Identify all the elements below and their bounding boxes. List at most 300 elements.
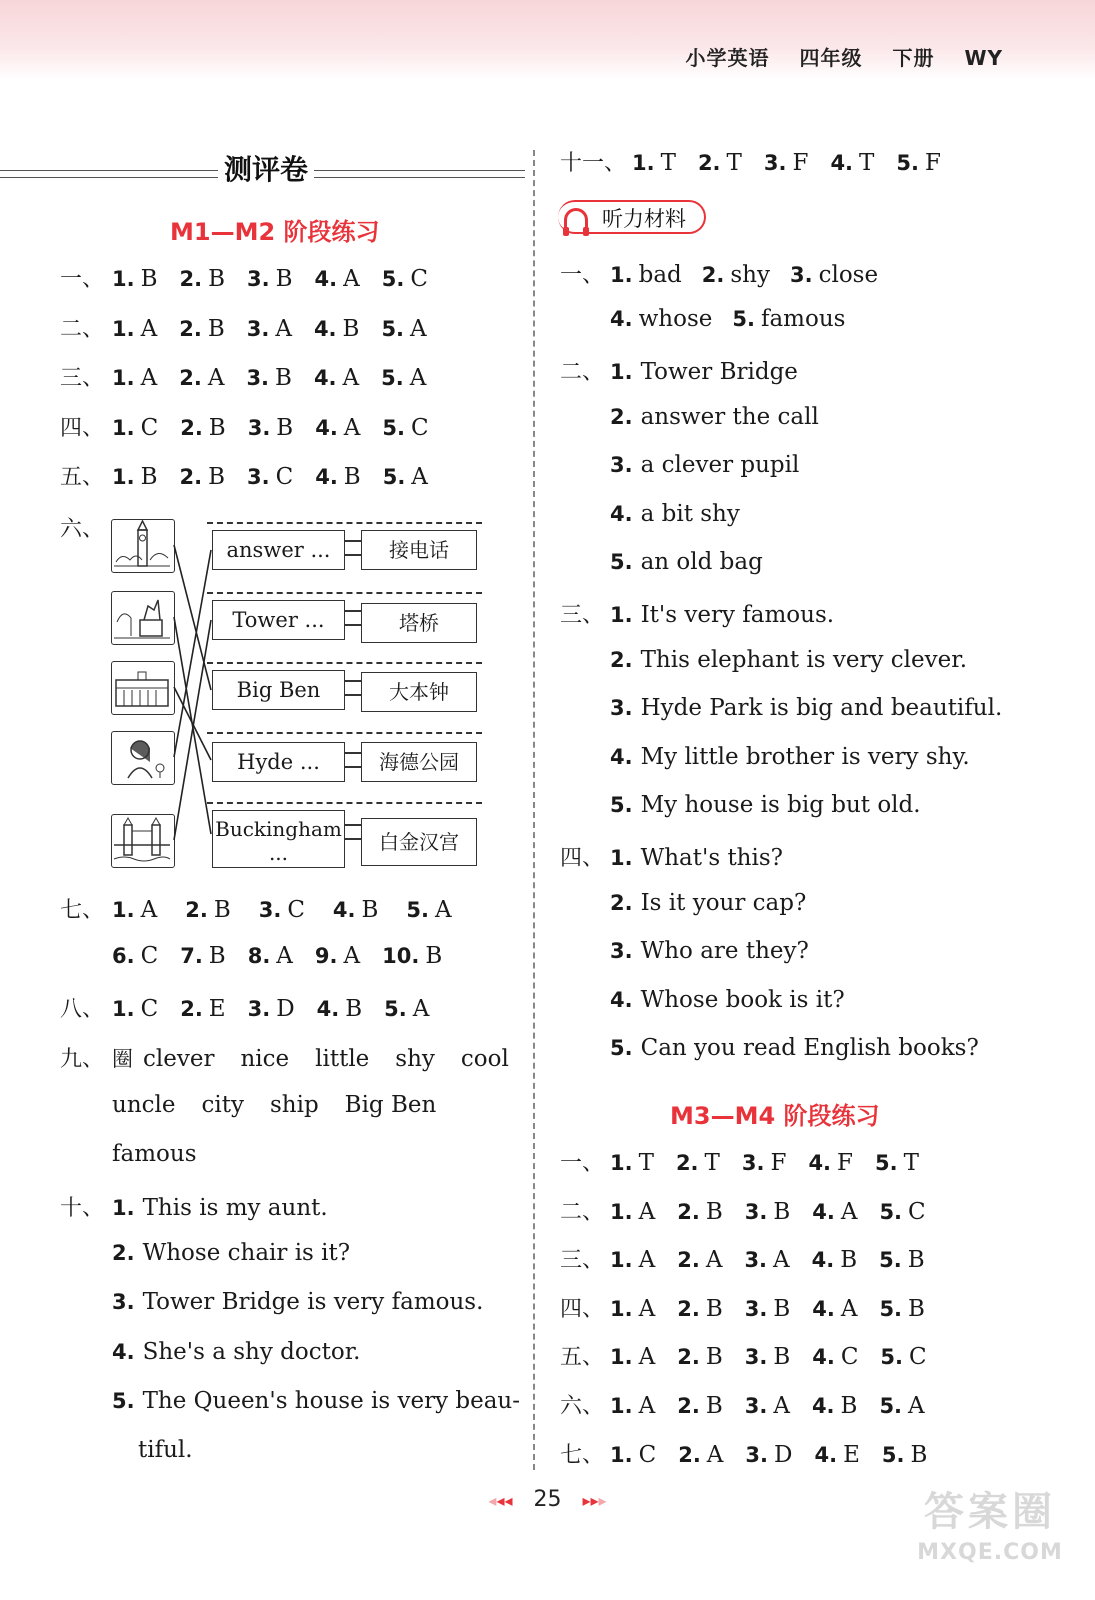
item-number: 9. <box>314 944 338 968</box>
item-number: 3. <box>112 1290 135 1315</box>
item-answer: B <box>361 897 379 923</box>
listening-line <box>610 695 1002 721</box>
word: clever <box>143 1046 215 1072</box>
question-number: 三、 <box>560 603 605 628</box>
q7-row1 <box>60 893 480 924</box>
question-number: 十一、 <box>560 151 627 176</box>
item-answer: B <box>840 1393 858 1419</box>
item-number: 5. <box>384 997 407 1021</box>
item-answer: A <box>773 1247 790 1274</box>
answer-item <box>812 1296 857 1322</box>
answer-item <box>678 1442 723 1468</box>
item-number: 1. <box>112 366 135 390</box>
item-number: 5. <box>879 1394 903 1418</box>
item-number: 5. <box>879 1248 902 1273</box>
item-answer: A <box>140 897 158 923</box>
item-answer: C <box>908 1198 926 1225</box>
sign-connector <box>344 680 362 696</box>
listening-line <box>610 1035 979 1061</box>
sign-en-1: answer ... <box>212 530 345 570</box>
answer-item <box>677 1344 723 1370</box>
item-number: 4. <box>812 1199 835 1224</box>
item-number: 4. <box>808 1151 832 1175</box>
listening-line <box>610 404 819 430</box>
listening-line <box>560 355 798 386</box>
item-number: 1. <box>610 603 633 627</box>
arrow-right-icon: ▸▸ <box>582 1491 599 1510</box>
item-number: 5. <box>879 1296 903 1321</box>
item-number: 3. <box>763 151 787 175</box>
question-number: 九、 <box>60 1047 105 1072</box>
item-answer: A <box>706 1441 724 1468</box>
item-number: 2. <box>677 1296 700 1321</box>
item-number: 1. <box>632 151 655 175</box>
item-answer: B <box>908 1295 925 1322</box>
item-number: 2. <box>179 465 203 489</box>
item-answer: A <box>705 1247 723 1274</box>
listening-line <box>610 501 740 527</box>
listening-text: answer the call <box>640 403 819 430</box>
item-answer: F <box>924 150 941 176</box>
item-number: 5. <box>875 1151 898 1175</box>
item-answer: close <box>818 262 879 288</box>
q10-sentence <box>112 1339 360 1365</box>
item-answer: T <box>638 1150 654 1176</box>
question-number: 七、 <box>60 898 105 923</box>
item-number: 1. <box>610 1248 633 1273</box>
question-number: 二、 <box>560 1199 605 1225</box>
sentence-text: tiful. <box>138 1437 193 1463</box>
q10-sentence <box>112 1240 350 1266</box>
listening-text: What's this? <box>640 845 783 871</box>
item-number: 4. <box>811 1394 835 1418</box>
answer-row <box>560 1438 949 1469</box>
item-answer: B <box>207 315 225 342</box>
item-answer: B <box>343 464 361 490</box>
answer-item <box>744 1247 789 1273</box>
item-number: 4. <box>315 415 338 440</box>
item-answer: shy <box>730 262 770 288</box>
answer-item <box>812 1247 858 1273</box>
item-answer: A <box>840 1198 858 1225</box>
item-number: 3. <box>744 1296 768 1321</box>
item-answer: A <box>435 897 452 923</box>
sign-connector <box>344 540 362 556</box>
item-answer: A <box>343 943 361 969</box>
answer-item <box>879 1247 925 1273</box>
item-answer: B <box>907 1247 925 1274</box>
item-number: 1. <box>610 1199 633 1224</box>
sign-cn-1: 接电话 <box>361 530 477 570</box>
answer-item <box>610 1344 655 1370</box>
sentence-text: This is my aunt. <box>142 1195 328 1221</box>
listening-text: Tower Bridge <box>640 359 798 385</box>
item-answer: A <box>342 365 360 391</box>
item-answer: B <box>773 1198 791 1225</box>
item-answer: B <box>773 1295 791 1322</box>
item-number: 2. <box>677 1199 700 1224</box>
q9-row1 <box>60 1042 535 1073</box>
header-subject: 小学英语 <box>685 46 770 70</box>
word: nice <box>240 1046 290 1072</box>
item-number: 1. <box>610 1442 633 1467</box>
watermark-logo <box>915 1484 1065 1589</box>
listening-line <box>560 598 834 629</box>
item-number: 4. <box>313 366 337 390</box>
answer-item <box>790 262 878 288</box>
item-number: 3. <box>247 267 270 291</box>
answer-item <box>814 1442 859 1468</box>
answer-item <box>610 262 682 288</box>
answer-item <box>812 1199 857 1225</box>
q11-row <box>560 146 963 177</box>
question-number: 二、 <box>60 316 105 342</box>
arrow-left-icon: ◂ <box>488 1491 497 1510</box>
item-number: 10. <box>382 944 420 968</box>
sign-connector <box>344 824 362 840</box>
answer-item <box>610 1442 656 1468</box>
item-number: 4. <box>812 1296 835 1321</box>
item-number: 4. <box>610 987 633 1012</box>
item-answer: T <box>726 150 742 176</box>
answer-item <box>742 1150 787 1176</box>
item-number: 2. <box>677 1394 700 1418</box>
item-number: 3. <box>246 316 270 341</box>
item-answer: C <box>410 266 428 292</box>
listening-label-text: 听力材料 <box>602 207 686 231</box>
item-number: 4. <box>313 316 337 341</box>
item-answer: A <box>773 1393 790 1419</box>
item-number: 1. <box>610 1296 633 1321</box>
item-number: 2. <box>185 898 208 922</box>
item-number: 2. <box>179 267 203 291</box>
item-answer: B <box>705 1393 723 1419</box>
question-number: 五、 <box>60 465 105 490</box>
item-number: 3. <box>247 465 270 489</box>
answer-item <box>248 943 293 969</box>
item-answer: C <box>140 996 159 1022</box>
item-number: 5. <box>382 465 406 489</box>
item-number: 3. <box>247 997 271 1021</box>
question-number: 四、 <box>60 415 105 441</box>
item-number: 5. <box>112 1388 135 1413</box>
answer-row <box>560 1243 947 1274</box>
word: famous <box>112 1141 197 1167</box>
answer-item <box>732 306 845 332</box>
answer-item <box>745 1199 791 1225</box>
listening-text: My house is big but old. <box>640 792 921 819</box>
item-number: 7. <box>180 944 203 968</box>
item-answer: B <box>140 266 158 292</box>
item-answer: A <box>411 464 428 490</box>
sentence-text: Tower Bridge is very famous. <box>142 1289 484 1316</box>
item-number: 3. <box>744 1199 768 1224</box>
item-answer: bad <box>638 262 682 288</box>
word: shy <box>395 1046 435 1072</box>
answer-item <box>745 1393 790 1419</box>
q10-sentence <box>112 1388 520 1414</box>
question-number: 三、 <box>560 1248 605 1274</box>
item-answer: D <box>276 996 295 1022</box>
sign-cn-2: 塔桥 <box>361 603 477 643</box>
item-answer: C <box>840 1344 859 1371</box>
item-number: 5. <box>896 151 919 175</box>
header-grade: 四年级 <box>799 46 863 70</box>
answer-row <box>560 1340 949 1371</box>
sign-connector <box>344 752 362 768</box>
item-number: 5. <box>879 1199 903 1224</box>
item-number: 4. <box>811 1248 835 1273</box>
watermark-line1: 答案圈 <box>924 1489 1056 1535</box>
listening-line <box>560 841 783 872</box>
item-answer: C <box>140 414 159 441</box>
listening-text: a clever pupil <box>640 452 800 479</box>
question-number: 七、 <box>560 1442 605 1468</box>
listening-line <box>610 987 845 1013</box>
item-number: 2. <box>677 1345 700 1370</box>
item-answer: A <box>276 943 293 969</box>
item-number: 5. <box>610 793 633 818</box>
sign-en-5: Buckingham ... <box>212 810 345 868</box>
item-answer: F <box>837 1150 853 1176</box>
item-number: 1. <box>112 898 135 922</box>
item-answer: B <box>345 996 363 1022</box>
question-number: 一、 <box>560 1151 605 1176</box>
item-answer: A <box>140 365 158 391</box>
answer-item <box>882 1442 928 1468</box>
answer-item <box>610 1150 654 1176</box>
item-number: 1. <box>112 267 135 291</box>
answer-item <box>879 1296 925 1322</box>
answer-item <box>180 943 226 969</box>
word: ship <box>269 1092 319 1118</box>
q6-num: 六、 <box>60 517 105 542</box>
item-number: 8. <box>247 944 271 968</box>
header-term: 下册 <box>892 46 935 70</box>
answer-item <box>610 1296 655 1322</box>
item-number: 2. <box>179 366 202 390</box>
arrow-right-icon: ▸ <box>598 1491 607 1510</box>
word: Big Ben <box>344 1092 437 1118</box>
sign-cn-3: 大本钟 <box>361 672 477 712</box>
item-number: 3. <box>745 1442 769 1467</box>
item-number: 4. <box>814 1442 838 1467</box>
item-number: 3. <box>744 1394 768 1418</box>
answer-item <box>896 150 941 176</box>
item-number: 1. <box>112 997 135 1021</box>
item-answer: C <box>411 414 429 441</box>
item-number: 2. <box>675 1151 699 1175</box>
item-answer: C <box>638 1441 657 1468</box>
sign-cn-5: 白金汉宫 <box>361 818 477 866</box>
answer-item <box>879 1199 925 1225</box>
listening-line <box>610 549 763 575</box>
item-answer: A <box>140 315 158 342</box>
listening-line <box>610 792 921 818</box>
answer-item <box>185 897 231 923</box>
listening-line <box>610 744 970 770</box>
item-answer: B <box>705 1344 723 1371</box>
answer-item <box>610 306 712 332</box>
question-number: 一、 <box>60 267 105 292</box>
item-answer: E <box>208 996 226 1022</box>
answer-item <box>259 897 305 923</box>
item-answer: C <box>275 464 294 490</box>
item-answer: E <box>843 1441 860 1468</box>
item-number: 1. <box>610 1394 633 1418</box>
answer-item <box>112 897 157 923</box>
item-answer: A <box>638 1393 656 1419</box>
item-number: 1. <box>610 263 633 287</box>
listening-p1-row2 <box>610 306 865 332</box>
item-number: 3. <box>247 415 271 440</box>
answer-item <box>382 943 442 969</box>
item-number: 2. <box>112 1241 135 1266</box>
listening-text: Whose book is it? <box>640 986 845 1013</box>
item-answer: A <box>908 1393 925 1419</box>
item-answer: A <box>638 1344 656 1371</box>
item-number: 6. <box>112 944 135 968</box>
item-number: 4. <box>610 744 633 769</box>
item-number: 4. <box>332 898 356 922</box>
item-number: 1. <box>610 360 633 384</box>
item-answer: A <box>275 315 292 342</box>
item-number: 2. <box>678 1442 701 1467</box>
item-answer: A <box>840 1295 858 1322</box>
item-number: 4. <box>812 1345 835 1370</box>
item-answer: D <box>774 1441 793 1468</box>
answer-item <box>315 943 360 969</box>
item-answer: T <box>903 1150 919 1176</box>
item-number: 3. <box>744 1248 768 1273</box>
word: uncle <box>112 1092 176 1118</box>
m34-title: M3—M4 阶段练习 <box>670 1102 880 1130</box>
answer-item <box>333 897 379 923</box>
item-answer: B <box>208 266 225 292</box>
item-number: 4. <box>316 997 340 1021</box>
word: cool <box>460 1046 509 1072</box>
item-number: 4. <box>112 1339 135 1364</box>
item-number: 2. <box>179 316 202 341</box>
question-number: 三、 <box>60 366 105 391</box>
answer-item <box>112 943 158 969</box>
item-answer: C <box>909 1344 927 1371</box>
answer-item <box>248 996 295 1022</box>
item-answer: B <box>705 1198 723 1225</box>
m12-title: M1—M2 阶段练习 <box>170 218 380 246</box>
item-answer: B <box>275 266 293 292</box>
item-answer: A <box>638 1295 656 1322</box>
listening-material-label <box>558 200 706 234</box>
q8-row <box>60 992 451 1023</box>
item-number: 4. <box>315 465 338 489</box>
item-number: 4. <box>610 307 633 331</box>
item-number: 5. <box>382 415 406 440</box>
answer-item <box>880 1344 926 1370</box>
item-answer: A <box>412 996 430 1022</box>
item-answer: B <box>276 414 294 441</box>
answer-item <box>677 1199 723 1225</box>
answer-item <box>677 1393 723 1419</box>
item-answer: whose <box>638 306 713 332</box>
sentence-text: She's a shy doctor. <box>142 1338 361 1365</box>
sign-en-2: Tower ... <box>212 600 345 640</box>
item-answer: T <box>660 150 676 176</box>
item-answer: A <box>638 1247 656 1274</box>
answer-item <box>745 1344 791 1370</box>
item-number: 3. <box>246 366 270 390</box>
item-number: 1. <box>610 1345 633 1370</box>
answer-row <box>560 1195 948 1226</box>
item-answer: B <box>208 943 226 969</box>
item-number: 5. <box>381 366 404 390</box>
item-number: 2. <box>180 415 203 440</box>
answer-item <box>745 1442 792 1468</box>
item-number: 1. <box>112 1196 135 1220</box>
listening-text: Can you read English books? <box>640 1035 979 1062</box>
answer-item <box>676 1150 720 1176</box>
listening-line <box>610 938 809 964</box>
item-number: 1. <box>610 1151 633 1175</box>
answer-item <box>180 996 225 1022</box>
item-number: 5. <box>732 307 755 331</box>
answer-item <box>830 150 874 176</box>
item-number: 3. <box>610 939 633 964</box>
item-number: 3. <box>258 898 282 922</box>
item-number: 1. <box>112 465 135 489</box>
item-answer: C <box>287 897 305 923</box>
item-answer: T <box>704 1150 720 1176</box>
item-answer: F <box>792 150 809 176</box>
answer-item <box>879 1393 924 1419</box>
item-number: 4. <box>610 501 633 526</box>
word: city <box>201 1092 244 1118</box>
item-number: 5. <box>381 267 405 291</box>
item-answer: A <box>409 365 427 391</box>
item-answer: A <box>343 266 360 292</box>
q9-row3 <box>112 1141 223 1167</box>
item-answer: A <box>410 315 427 342</box>
answer-row <box>560 1389 947 1420</box>
sign-connector <box>344 610 362 626</box>
listening-text: Is it your cap? <box>640 889 807 916</box>
question-number: 四、 <box>560 846 605 871</box>
item-number: 2. <box>677 1248 700 1273</box>
q10-sentence <box>112 1289 483 1315</box>
item-answer: A <box>343 414 361 441</box>
item-answer: C <box>140 943 159 969</box>
item-number: 5. <box>381 316 405 341</box>
item-number: 2. <box>180 997 203 1021</box>
answer-item <box>745 1296 791 1322</box>
item-answer: B <box>275 365 292 391</box>
sign-en-4: Hyde ... <box>212 742 345 782</box>
listening-text: It's very famous. <box>640 602 835 628</box>
item-number: 3. <box>741 1151 765 1175</box>
answer-row <box>560 1292 947 1323</box>
item-number: 5. <box>406 898 430 922</box>
question-number: 十、 <box>60 1196 105 1221</box>
item-number: 1. <box>112 415 135 440</box>
item-number: 3. <box>610 453 633 478</box>
item-number: 1. <box>610 846 633 870</box>
answer-item <box>632 150 676 176</box>
answer-item <box>610 1393 655 1419</box>
answer-item <box>808 1150 853 1176</box>
item-number: 4. <box>830 151 854 175</box>
item-number: 5. <box>610 1036 633 1061</box>
sentence-text: The Queen's house is very beau- <box>142 1387 521 1414</box>
